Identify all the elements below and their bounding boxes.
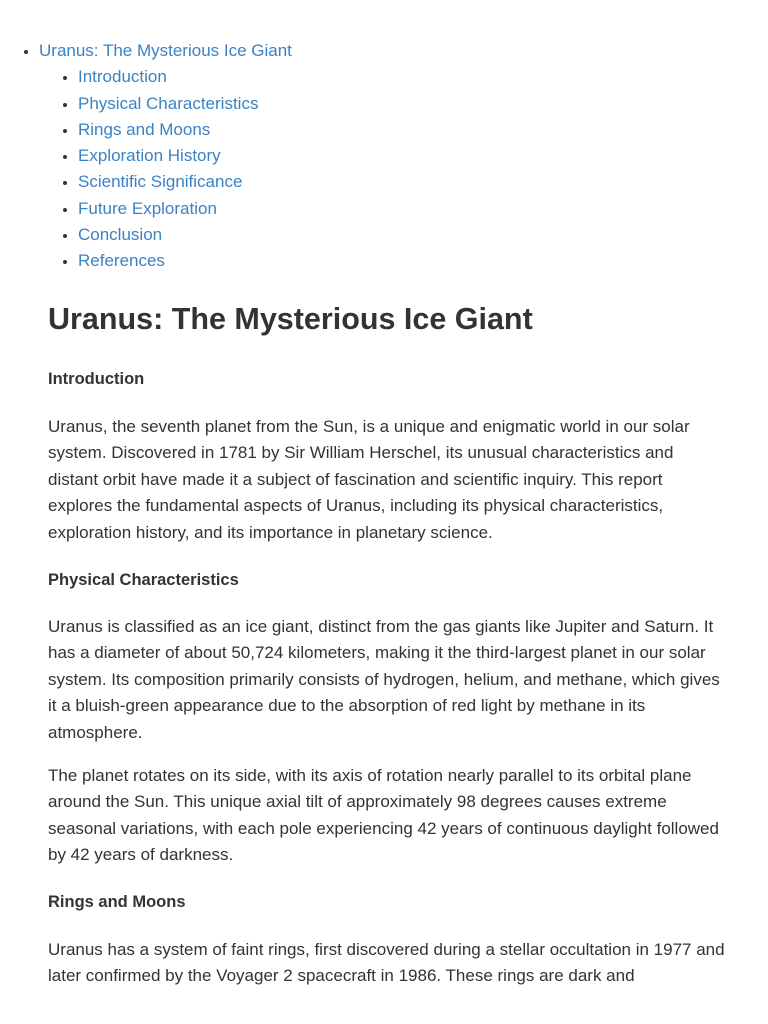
toc-link-conclusion[interactable]: Conclusion <box>78 225 163 245</box>
toc-item <box>78 64 689 90</box>
table-of-contents <box>39 38 689 275</box>
toc-link-title[interactable]: Uranus: The Mysterious Ice Giant <box>39 41 292 60</box>
toc-link-introduction[interactable]: Introduction <box>78 67 167 87</box>
section-heading-introduction: Introduction <box>48 370 145 388</box>
section-heading-rings-and-moons: Rings and Moons <box>48 893 186 911</box>
toc-link-references[interactable]: References <box>78 251 165 271</box>
toc-root-item <box>39 38 689 275</box>
toc-item <box>78 91 689 117</box>
toc-sublist <box>39 64 689 274</box>
toc-link-scientific-significance[interactable]: Scientific Significance <box>78 172 243 192</box>
toc-link-exploration-history[interactable]: Exploration History <box>78 146 221 166</box>
toc-link-future-exploration[interactable]: Future Exploration <box>78 198 217 218</box>
physical-paragraph-1: Uranus is classified as an ice giant, distinct from the gas giants like Jupiter and Saturn. It has a diameter of about 50,724 kilometers, making it the third-largest planet in our solar system. Its composition primarily consists of hydrogen, helium, and methane, which gives it a bluish-green appearance due to the absorption of red light by methane in its atmosphere. <box>48 617 720 742</box>
toc-item <box>78 143 689 169</box>
toc-item <box>78 117 689 143</box>
toc-item <box>78 196 689 222</box>
page-title: Uranus: The Mysterious Ice Giant <box>48 302 533 336</box>
introduction-paragraph: Uranus, the seventh planet from the Sun, is a unique and enigmatic world in our solar system. Discovered in 1781 by Sir William Herschel, its unusual characteristics and distant orbit have made it a subject of fascination and scientific inquiry. This report explores the fundamental aspects of Uranus, including its physical characteristics, exploration history, and its importance in planetary science. <box>48 417 690 542</box>
toc-link-physical-characteristics[interactable]: Physical Characteristics <box>78 93 259 113</box>
toc-item <box>78 248 689 274</box>
rings-paragraph-1: Uranus has a system of faint rings, first discovered during a stellar occultation in 1977 and later confirmed by the Voyager 2 spacecraft in 1986. These rings are dark and <box>48 940 725 986</box>
toc-item <box>78 222 689 248</box>
section-heading-physical-characteristics: Physical Characteristics <box>48 571 239 589</box>
toc-item <box>78 169 689 195</box>
physical-paragraph-2: The planet rotates on its side, with its axis of rotation nearly parallel to its orbital plane around the Sun. This unique axial tilt of approximately 98 degrees causes extreme seasonal variations, with each pole experiencing 42 years of continuous daylight followed by 42 years of darkness. <box>48 766 719 865</box>
toc-link-rings-and-moons[interactable]: Rings and Moons <box>78 119 211 139</box>
